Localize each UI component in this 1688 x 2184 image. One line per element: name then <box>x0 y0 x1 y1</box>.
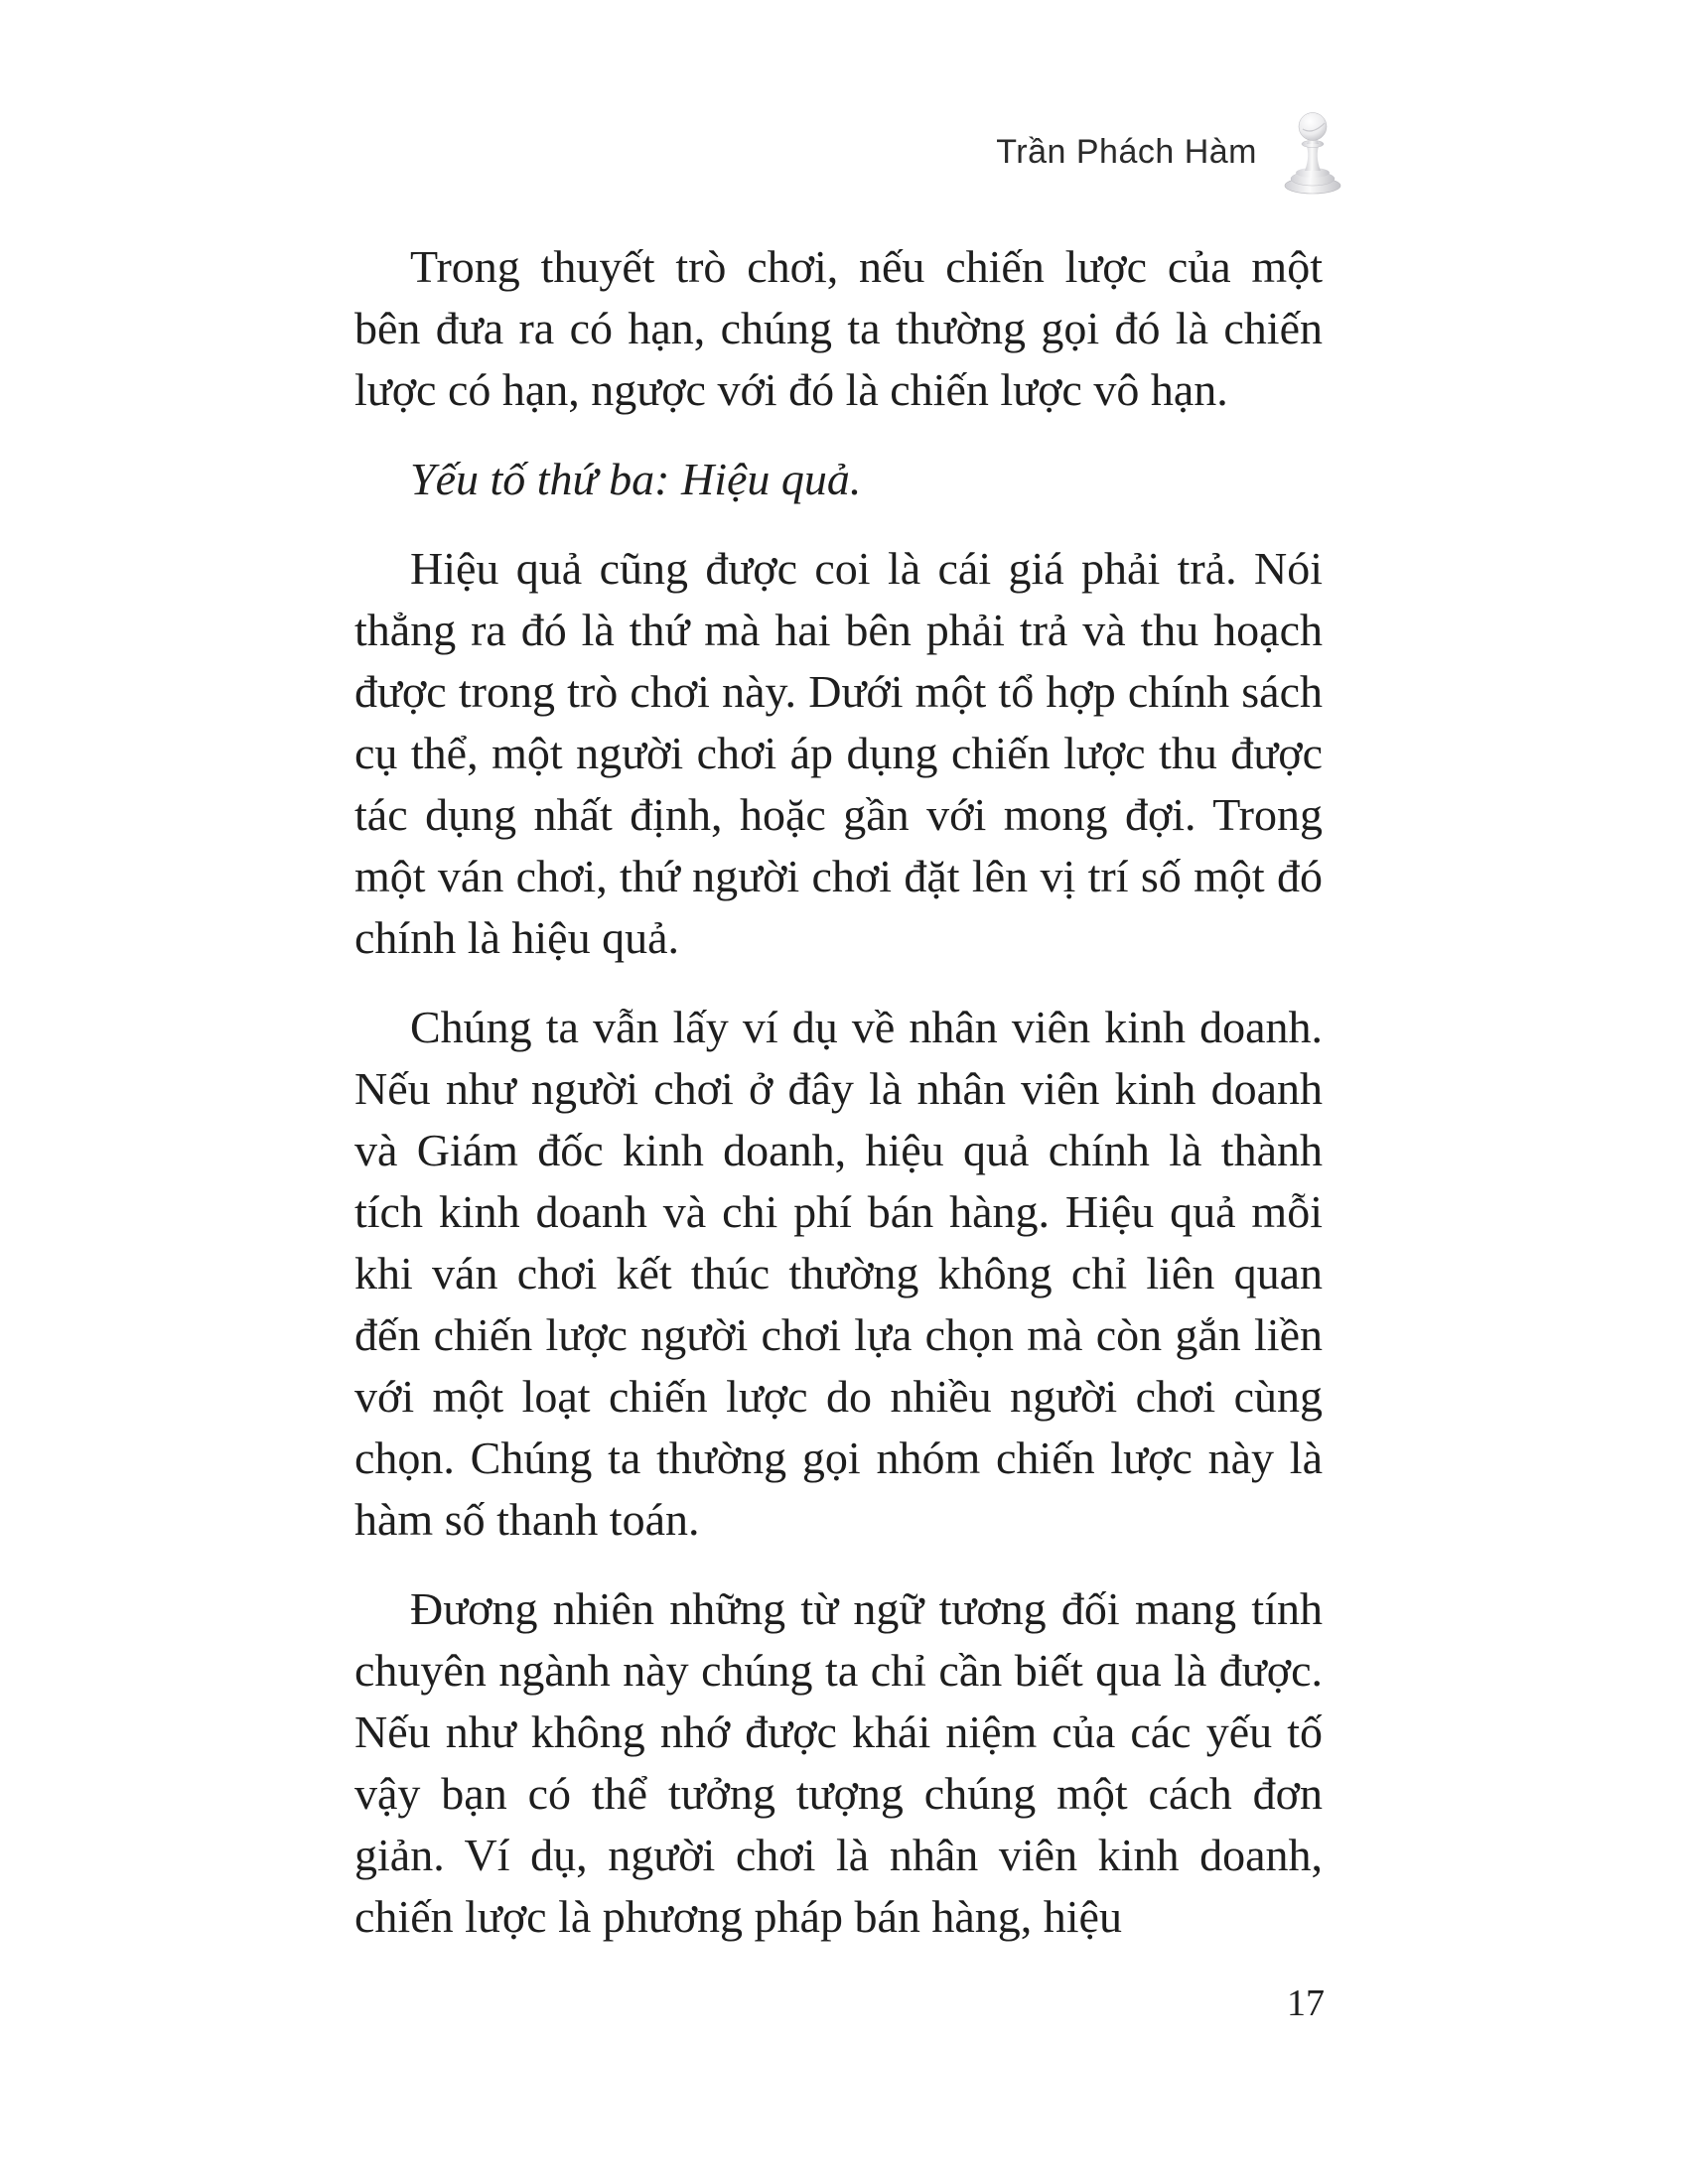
paragraph-terminology: Đương nhiên những từ ngữ tương đối mang tính chuyên ngành này chúng ta chỉ cần biết qua là được. Nếu như không nhớ được khái niệm của các yếu tố vậy bạn có thể tưởng tượng chúng một cách đơn giản. Ví dụ, người chơi là nhân viên kinh doanh, chiến lược là phương pháp bán hàng, hiệu <box>354 1583 1323 1942</box>
paragraph-sales-example: Chúng ta vẫn lấy ví dụ về nhân viên kinh doanh. Nếu như người chơi ở đây là nhân viên kinh doanh và Giám đốc kinh doanh, hiệu quả chính là thành tích kinh doanh và chi phí bán hàng. Hiệu quả mỗi khi ván chơi kết thúc thường không chỉ liên quan đến chiến lược người chơi lựa chọn mà còn gắn liền với một loạt chiến lược do nhiều người chơi cùng chọn. Chúng ta thường gọi nhóm chiến lược này là hàm số thanh toán. <box>354 1002 1323 1545</box>
page-number: 17 <box>1287 1982 1325 2024</box>
paragraph-effectiveness: Hiệu quả cũng được coi là cái giá phải trả. Nói thẳng ra đó là thứ mà hai bên phải trả và thu hoạch được trong trò chơi này. Dưới một tổ hợp chính sách cụ thể, một người chơi áp dụng chiến lược thu được tác dụng nhất định, hoặc gần với mong đợi. Trong một ván chơi, thứ người chơi đặt lên vị trí số một đó chính là hiệu quả. <box>354 543 1323 963</box>
running-header-author: Trần Phách Hàm <box>996 132 1257 171</box>
body-text-column <box>354 236 1323 1976</box>
running-header <box>996 105 1344 199</box>
paragraph-finite-strategy: Trong thuyết trò chơi, nếu chiến lược của một bên đưa ra có hạn, chúng ta thường gọi đó là chiến lược có hạn, ngược với đó là chiến lược vô hạn. <box>354 241 1323 415</box>
paragraph-heading-third-factor: Yếu tố thứ ba: Hiệu quả. <box>410 454 862 504</box>
chess-pawn-icon <box>1281 109 1344 195</box>
